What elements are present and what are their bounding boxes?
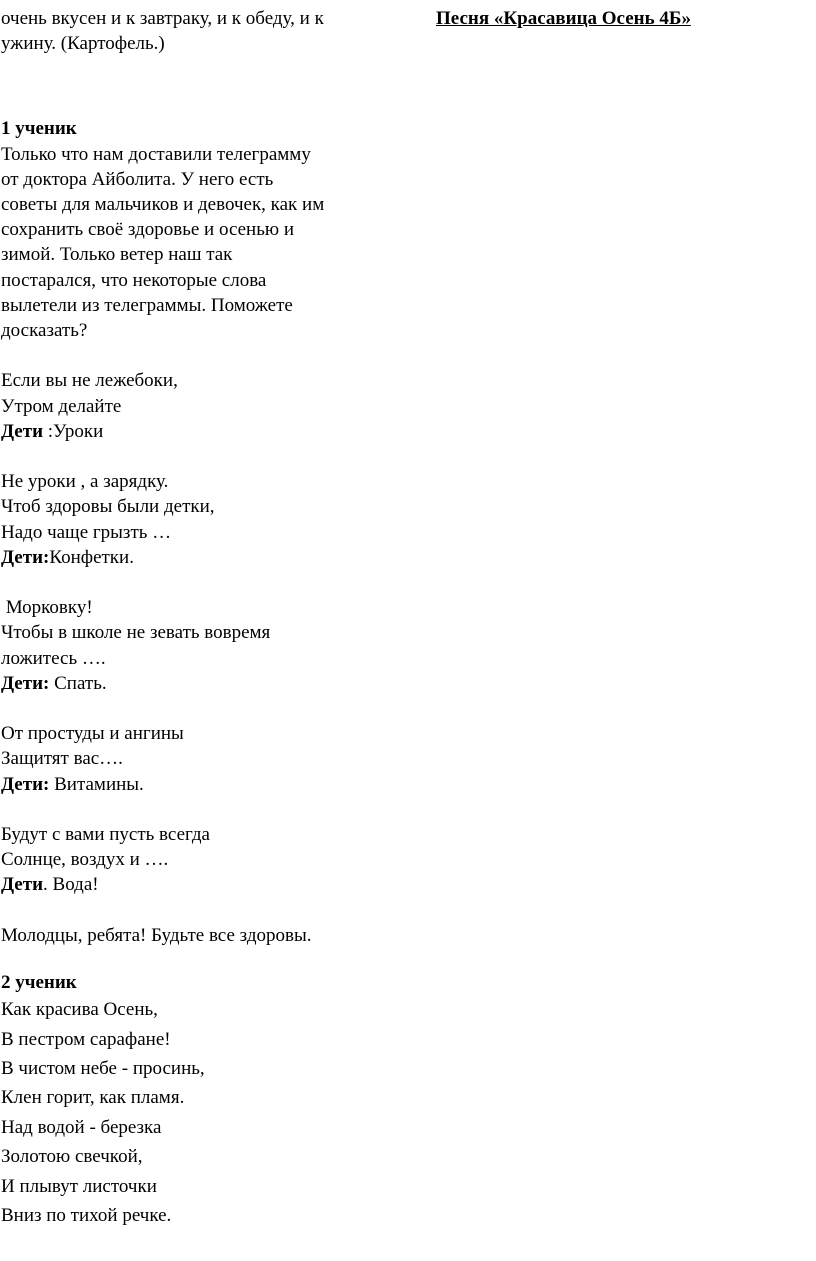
student2-block [1, 970, 391, 1230]
student2-heading: 2 ученик [1, 972, 77, 994]
kids-label: Дети [1, 874, 44, 896]
poem-line: В чистом небе - просинь, [1, 1058, 205, 1080]
song-title: Песня «Красавица Осень 4Б» [436, 8, 691, 29]
speech-line: вылетели из телеграммы. Поможете [1, 294, 293, 316]
poem-line: В пестром сарафане! [1, 1028, 171, 1050]
closing-line: Молодцы, ребята! Будьте все здоровы. [1, 924, 312, 946]
stanza-line: От простуды и ангины [1, 723, 184, 745]
stanza-line: Защитят вас…. [1, 748, 123, 770]
kids-label: Дети: [1, 773, 50, 795]
student1-heading: 1 ученик [1, 118, 77, 140]
speech-line: зимой. Только ветер наш так [1, 244, 233, 266]
poem-line: Над водой - березка [1, 1116, 162, 1138]
intro-line: очень вкусен и к завтраку, и к обеду, и к [1, 8, 324, 29]
speech-line: Только что нам доставили телеграмму [1, 143, 311, 165]
intro-line: ужину. (Картофель.) [1, 33, 165, 55]
student1-block [1, 116, 391, 948]
speech-line: от доктора Айболита. У него есть [1, 168, 274, 190]
kids-label: Дети: [1, 672, 50, 694]
poem-line: И плывут листочки [1, 1175, 157, 1197]
left-column [1, 0, 391, 1230]
stanza-line: Утром делайте [1, 395, 122, 417]
poem-line: Золотою свечкой, [1, 1146, 143, 1168]
poem-line: Клен горит, как пламя. [1, 1087, 185, 1109]
intro-block [1, 6, 391, 56]
stanza-line: Надо чаще грызть … [1, 521, 172, 543]
kids-reply [1, 671, 391, 696]
stanza-line: Чтоб здоровы были детки, [1, 496, 215, 518]
stanza-line: Если вы не лежебоки, [1, 370, 178, 392]
stanza-line: Не уроки , а зарядку. [1, 471, 169, 493]
poem-line: Как красива Осень, [1, 999, 158, 1021]
stanza-3 [1, 595, 391, 696]
stanza-line: Будут с вами пусть всегда [1, 824, 210, 846]
kids-answer: . Вода! [43, 874, 99, 896]
stanza-line: ложитесь …. [1, 647, 106, 669]
stanza-line: Морковку! [1, 597, 93, 619]
poem-line: Вниз по тихой речке. [1, 1205, 172, 1227]
kids-answer: Спать. [49, 672, 107, 694]
stanza-line: Чтобы в школе не зевать вовремя [1, 622, 271, 644]
kids-label: Дети [1, 420, 44, 442]
speech-line: постарался, что некоторые слова [1, 269, 267, 291]
stanza-1 [1, 368, 391, 444]
speech-line: сохранить своё здоровье и осенью и [1, 219, 294, 241]
kids-reply [1, 419, 391, 444]
kids-reply [1, 545, 391, 570]
stanza-5 [1, 822, 391, 898]
kids-answer: Витамины. [49, 773, 144, 795]
kids-label: Дети: [1, 546, 50, 568]
right-column [436, 0, 806, 31]
speech-line: советы для мальчиков и девочек, как им [1, 194, 325, 216]
speech-line: досказать? [1, 320, 88, 342]
stanza-line: Солнце, воздух и …. [1, 849, 169, 871]
kids-reply [1, 872, 391, 897]
kids-answer: Конфетки. [49, 546, 134, 568]
stanza-2 [1, 469, 391, 570]
kids-answer: :Уроки [43, 420, 104, 442]
stanza-4 [1, 721, 391, 797]
kids-reply [1, 772, 391, 797]
